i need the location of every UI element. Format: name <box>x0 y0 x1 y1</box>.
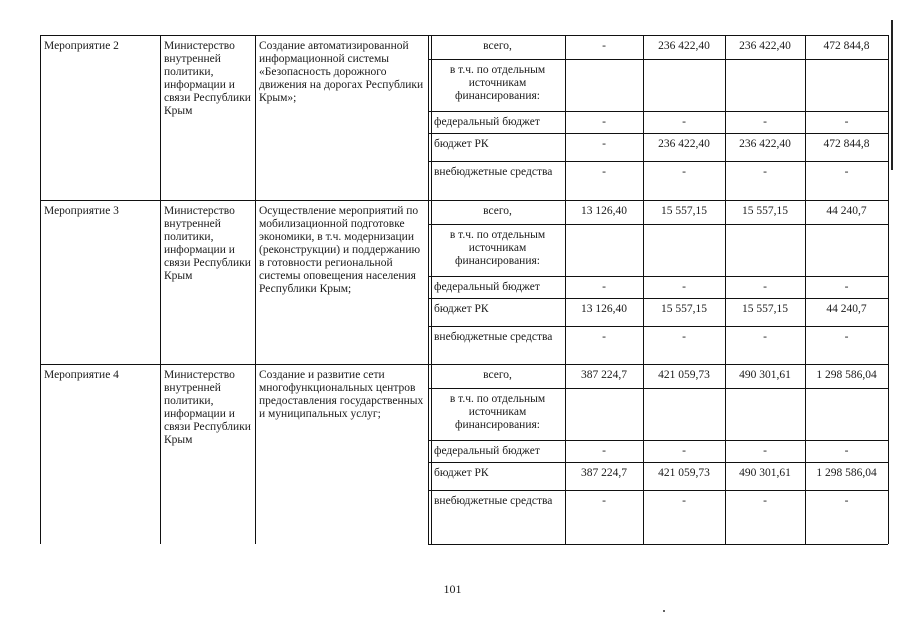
funding-source-label: в т.ч. по отдельным источникам финансирования: <box>449 229 546 267</box>
funding-value: - <box>763 166 767 178</box>
funding-value: - <box>844 331 849 343</box>
measure-name: Мероприятие 3 <box>44 205 119 217</box>
funding-row-line <box>428 490 888 491</box>
funding-source-label: всего, <box>483 205 512 217</box>
table-horizontal-line <box>40 364 888 365</box>
funding-value: - <box>682 331 686 343</box>
funding-value: - <box>602 445 606 457</box>
funding-source-label: федеральный бюджет <box>434 116 540 128</box>
funding-value: - <box>682 281 686 293</box>
funding-value: - <box>763 116 767 128</box>
measure-name: Мероприятие 4 <box>44 369 119 381</box>
scan-dot <box>663 610 665 612</box>
funding-value: - <box>682 116 686 128</box>
funding-value: 421 059,73 <box>658 369 710 381</box>
funding-value: 15 557,15 <box>661 205 707 217</box>
funding-value: 236 422,40 <box>739 138 791 150</box>
funding-row-line <box>428 59 888 60</box>
funding-row-line <box>428 462 888 463</box>
page-edge-mark <box>891 20 893 170</box>
funding-row-line <box>428 276 888 277</box>
funding-row-line <box>428 111 888 112</box>
funding-value: 13 126,40 <box>581 205 627 217</box>
funding-value: - <box>602 281 606 293</box>
funding-value: 44 240,7 <box>826 303 867 315</box>
funding-source-label: внебюджетные средства <box>434 495 553 507</box>
funding-value: - <box>763 445 767 457</box>
funding-source-label: внебюджетные средства <box>434 331 553 343</box>
funding-value: - <box>682 495 686 507</box>
funding-value: 15 557,15 <box>742 205 788 217</box>
funding-value: 236 422,40 <box>658 138 710 150</box>
funding-source-label: в т.ч. по отдельным источникам финансирования: <box>449 393 546 431</box>
funding-value: - <box>602 40 606 52</box>
table-horizontal-line <box>40 200 888 201</box>
table-vertical-line <box>160 35 161 544</box>
funding-value: - <box>602 138 606 150</box>
funding-value: - <box>602 116 606 128</box>
funding-value: - <box>682 166 686 178</box>
funding-value: 1 298 586,04 <box>816 369 877 381</box>
funding-source-label: бюджет РК <box>434 467 489 479</box>
funding-value: 13 126,40 <box>581 303 627 315</box>
funding-source-label: бюджет РК <box>434 303 489 315</box>
funding-value: - <box>682 445 686 457</box>
funding-value: - <box>844 166 849 178</box>
table-horizontal-line <box>428 544 888 545</box>
funding-row-line <box>428 326 888 327</box>
funding-value: - <box>763 495 767 507</box>
funding-value: 236 422,40 <box>658 40 710 52</box>
funding-value: - <box>602 495 606 507</box>
funding-value: 15 557,15 <box>661 303 707 315</box>
funding-value: 472 844,8 <box>823 138 870 150</box>
funding-source-label: федеральный бюджет <box>434 445 540 457</box>
funding-row-line <box>428 440 888 441</box>
funding-source-label: всего, <box>483 40 512 52</box>
funding-value: - <box>763 331 767 343</box>
measure-name: Мероприятие 2 <box>44 40 119 52</box>
funding-value: 490 301,61 <box>739 467 791 479</box>
funding-value: 387 224,7 <box>581 467 627 479</box>
table-horizontal-line <box>40 35 888 36</box>
funding-value: - <box>844 116 849 128</box>
funding-source-label: всего, <box>483 369 512 381</box>
funding-value: - <box>763 281 767 293</box>
funding-value: 387 224,7 <box>581 369 627 381</box>
funding-source-label: бюджет РК <box>434 138 489 150</box>
funding-source-label: в т.ч. по отдельным источникам финансирования: <box>449 64 546 102</box>
measure-description: Создание и развитие сети многофункциональных центров предоставления государственных и муниципальных услуг; <box>259 369 424 420</box>
funding-source-label: внебюджетные средства <box>434 166 553 178</box>
funding-value: - <box>844 281 849 293</box>
measure-executor: Министерство внутренней политики, информации и связи Республики Крым <box>164 205 251 282</box>
measure-executor: Министерство внутренней политики, информации и связи Республики Крым <box>164 40 251 117</box>
funding-row-line <box>428 161 888 162</box>
table-vertical-line <box>40 35 41 544</box>
funding-value: 490 301,61 <box>739 369 791 381</box>
measure-description: Осуществление мероприятий по мобилизационной подготовке экономики, в т.ч. модернизации (реконструкции) и поддержанию в готовности региональной системы оповещения населения Республики Крым; <box>259 205 421 295</box>
funding-source-label: федеральный бюджет <box>434 281 540 293</box>
funding-value: - <box>844 445 849 457</box>
funding-value: 236 422,40 <box>739 40 791 52</box>
funding-value: - <box>844 495 849 507</box>
funding-value: 44 240,7 <box>826 205 867 217</box>
funding-row-line <box>428 224 888 225</box>
page-number: 101 <box>443 582 462 596</box>
funding-value: 421 059,73 <box>658 467 710 479</box>
funding-value: 472 844,8 <box>823 40 870 52</box>
funding-value: 1 298 586,04 <box>816 467 877 479</box>
funding-value: - <box>602 331 606 343</box>
funding-row-line <box>428 133 888 134</box>
table-vertical-line <box>888 35 889 544</box>
funding-value: - <box>602 166 606 178</box>
funding-row-line <box>428 388 888 389</box>
table-vertical-line <box>255 35 256 544</box>
funding-row-line <box>428 298 888 299</box>
measure-executor: Министерство внутренней политики, информации и связи Республики Крым <box>164 369 251 446</box>
funding-value: 15 557,15 <box>742 303 788 315</box>
measure-description: Создание автоматизированной информационной системы «Безопасность дорожного движения на дорогах Республики Крым»; <box>259 40 424 104</box>
